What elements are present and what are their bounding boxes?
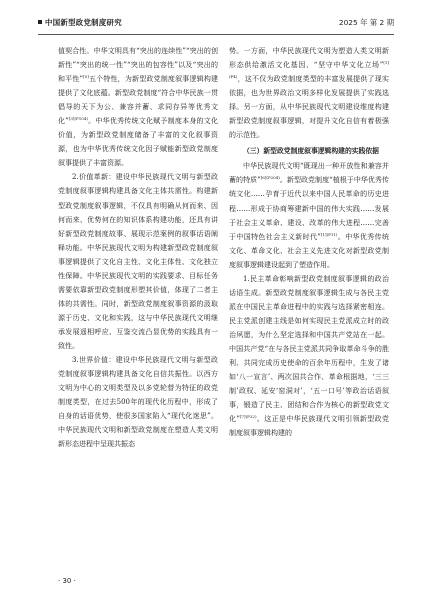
- citation: [3](P104): [68, 116, 88, 122]
- running-header: [38, 12, 394, 35]
- paragraph: 1.民主革命彰响新型政党制度叙事逻辑的政治话语生成。新型政党制度叙事逻辑生成与各民主党派在中国民主革命进程中的实践与选择紧密相连。民主党派创建主线是如何实现民主党派成立时的政治夙愿，为什么坚定选择和中国共产党站在一起。中国共产党“在与各民主党派共同争取革命斗争的胜利、共同完成历史使命的百余年历程中，生发了诸如‘八一宣言’、两次国共合作、革命根据地，‘三三制’政权、延安‘窑洞对’，‘五一口号’等政治话语叙事，锻造了民主、团结和合作为核心的新型政党文化”$^{[7](P32)}$。这正是中华民族现代文明引领新型政党制度叙事逻辑构建的: [229, 274, 389, 438]
- paragraph: 3.世界价值：建设中华民族现代文明与新型政党制度叙事逻辑构建具备文化自信共振性。以西方文明为中心的文明类型及以多党轮替为特征的政党制度类型，在过去500年的现代化历程中，形成了自身的话语优势，使很多国家陷入“现代化迷思”。中华民族现代文明和新型政党制度在塑造人类文明新形态进程中呈现共振态: [58, 356, 218, 449]
- section-subheading: （三）新型政党制度叙事逻辑构建的实践依据: [243, 147, 379, 156]
- issue-label: 2025 年 第 2 期: [338, 18, 394, 27]
- citation: [1](P4): [229, 60, 389, 80]
- citation: [5]: [83, 74, 89, 80]
- right-column: [229, 44, 389, 440]
- paragraph: 势。一方面，中华民族现代文明为塑造人类文明新形态供给激活文化基因、“坚守中华文化立场”$^{[1](P4)}$，这不仅为政党制度类型的丰富发展提供了现实依据，也为世界政治文明多样化发展提供了实践选择。另一方面，从中华民族现代文明建设维度构建新型政党制度叙事逻辑，对提升文化自信有着极强的示范性。: [229, 47, 389, 140]
- paragraph: 值契合性。中华文明具有“突出的连续性”“突出的创新性”“突出的统一性”“突出的包容性”以及“突出的和平性”[5]五个特性，为新型政党制度叙事逻辑构建提供了文化底蕴。新型政党制度“符合中华民族一贯倡导的天下为公、兼容并蓄、求同存异等优秀文化”$^{[3](P104)}$。中华优秀传统文化赋予制度本身的文化价值，为新型政党制度储备了丰富的文化叙事资源，也为中华优秀传统文化因子赋能新型政党制度叙事提供了丰富资源。: [58, 47, 218, 168]
- citation: [7](P32): [239, 414, 257, 420]
- paragraph: 中华民族现代文明“既现出一种开放性和兼容并蓄的特质”$^{[6](P204)}$。新型政党制度“植根于中华优秀传统文化……孕育于近代以来中国人民革命的历史进程……形成于协商筹建新中国的伟大实践……发展于社会主义革命、建设、改革的伟大进程……完善于中国特色社会主义新时代”$^{[1](P11)}$。中华优秀传统文化、革命文化、社会主义先进文化对新型政党制度叙事逻辑建设起到了塑造作用。: [229, 162, 389, 269]
- bullet-icon: [38, 20, 42, 24]
- left-column: [58, 44, 218, 451]
- page-number: · 30 ·: [58, 577, 76, 585]
- paragraph: 2.价值革新：建设中华民族现代文明与新型政党制度叙事逻辑构建具备文化主体共需性。构建新型政党制度叙事逻辑，不仅具有明确从何而来、因何而来、优势何在的知识体系构建功能，还具有讲好新型政党制度故事、展现示范案例的叙事话语阐释功能。中华民族现代文明为构建新型政党制度叙事逻辑提供了文化自主性、文化主体性、文化独立性保障。中华民族现代文明的实践要求、目标任务需要依靠新型政党制度形塑其价值，体现了二者主体的共需性。同时，新型政党制度叙事资源的汲取源于历史、文化和实践，这与中华民族现代文明继承发展遥相呼应、互鉴交流凸显优势的实践具有一致性。: [58, 173, 218, 350]
- journal-title: [38, 17, 122, 28]
- citation: [1](P11): [320, 231, 338, 237]
- journal-title-text: 中国新型政党制度研究: [45, 18, 122, 27]
- citation: [6](P204): [260, 175, 280, 181]
